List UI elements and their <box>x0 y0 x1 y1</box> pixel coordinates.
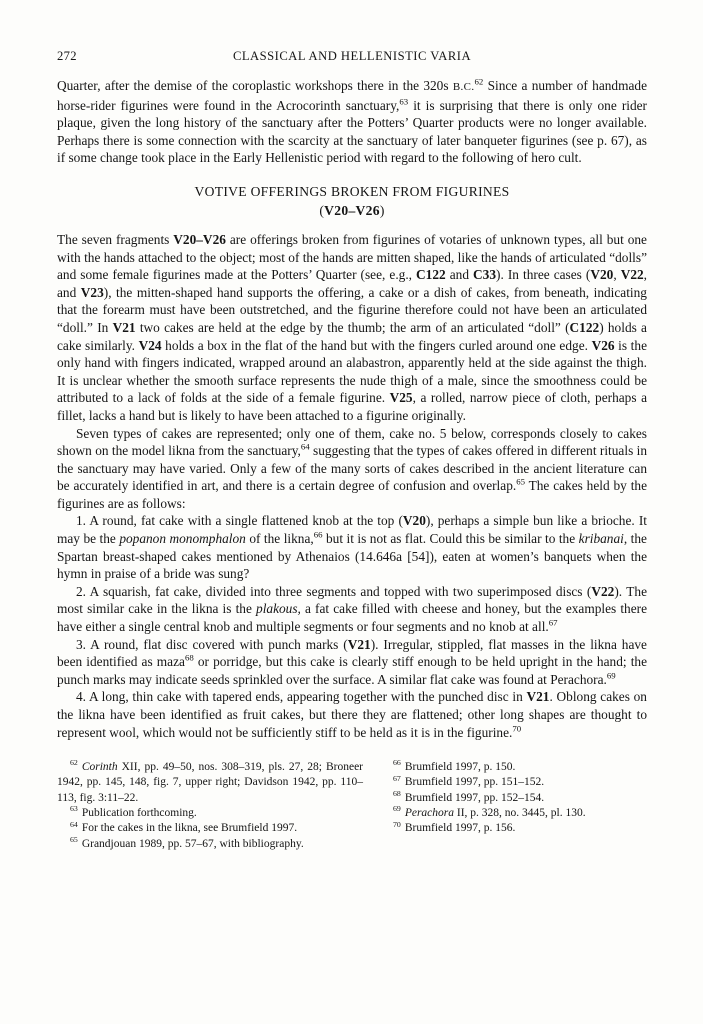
footnote-63 <box>57 806 363 821</box>
footnote-66 <box>380 760 647 775</box>
footnote-number: 70 <box>393 819 401 829</box>
section-heading-range: (V20–V26) <box>319 202 385 218</box>
footnote-69 <box>380 806 647 821</box>
footnote-text: Brumfield 1997, p. 150. <box>404 761 516 774</box>
paragraph-continuation: Quarter, after the demise of the coroplastic workshops there in the 320s B.C.$^{62}$ Since a number of handmade horse-rider figurines were found in the Acrocorinth sanctuary,$^{63}$ it is surprising that there is only one rider plaque, given the long history of the sanctuary after the Potters’ Quarter products were no longer available. Perhaps there is some connection with the scarcity at the sanctuary of later banqueter figurines (see p. 67), as if some change took place in the Early Hellenistic period with regard to the following of hero cult. <box>57 76 648 166</box>
footnote-text: Publication forthcoming. <box>81 807 197 820</box>
paragraph-cake-type-2: 2. A squarish, fat cake, divided into three segments and topped with two superimposed discs (V22). The most similar cake in the likna is the plakous, a fat cake filled with cheese and honey, but the examples there have either a single central knob and multiple segments or four segments and no knob at all.$^{67}$ <box>57 583 647 635</box>
footnote-67 <box>380 775 647 790</box>
running-title: CLASSICAL AND HELLENISTIC VARIA <box>232 49 472 63</box>
footnotes-right-column <box>380 760 647 852</box>
footnotes-section <box>57 760 647 852</box>
page-header <box>57 49 647 66</box>
section-heading <box>57 182 647 220</box>
section-heading-title: VOTIVE OFFERINGS BROKEN FROM FIGURINES <box>194 183 510 199</box>
page-number: 272 <box>57 49 77 63</box>
footnote-number: 66 <box>393 758 401 768</box>
footnote-text: Corinth XII, pp. 49–50, nos. 308–319, pls. 27, 28; Broneer 1942, pp. 145, 148, fig. 7, upper right; Davidson 1942, pp. 110–113, fig. 3:11–22. <box>57 761 363 804</box>
footnote-70 <box>380 821 647 836</box>
page-body <box>57 77 647 741</box>
paragraph-cake-type-4: 4. A long, thin cake with tapered ends, appearing together with the punched disc in V21. Oblong cakes on the likna have been identified as fruit cakes, but there they are flattened; other long shapes are thought to represent wool, which would not be sufficiently stiff to be held as it is in the figurine.$^{70}$ <box>57 689 647 740</box>
footnote-text: For the cakes in the likna, see Brumfield 1997. <box>81 822 298 835</box>
footnote-number: 62 <box>70 758 78 768</box>
paragraph-cake-type-3: 3. A round, flat disc covered with punch marks (V21). Irregular, stippled, flat masses in the likna have been identified as maza$^{68}$ or porridge, but this cake is clearly stiff enough to be held upright in the hand; the punch marks may indicate seeds sprinkled over the surface. A similar flat cake was found at Perachora.$^{69}$ <box>57 636 647 687</box>
footnote-text: Grandjouan 1989, pp. 57–67, with bibliography. <box>81 837 304 850</box>
footnotes-left-column <box>57 760 363 852</box>
footnote-text: Brumfield 1997, pp. 151–152. <box>404 776 545 789</box>
footnote-number: 65 <box>70 834 78 844</box>
footnote-68 <box>380 788 647 806</box>
footnote-number: 64 <box>70 819 78 829</box>
footnote-64 <box>57 821 363 836</box>
paragraph-fragments-overview: The seven fragments V20–V26 are offerings broken from figurines of votaries of unknown types, all but one with the hands attached to the object; most of the hands are mitten shaped, like the hands of articulated “dolls” and some female figurines made at the Potters’ Quarter (see, e.g., C122 and C33). In three cases (V20, V22, and V23), the mitten-shaped hand supports the offering, a cake or a dish of cakes, from beneath, indicating that the forearm must have been outstretched, and the figurine therefore could not have been an articulated “doll.” In V21 two cakes are held at the edge by the thumb; the arm of an articulated “doll” (C122) holds a cake similarly. V24 holds a box in the flat of the hand but with the fingers curled around one edge. V26 is the only hand with fingers indicated, wrapped around an alabastron, apparently held at the side against the thigh. It is unclear whether the smooth surface represents the nude thigh of a male, since the smoothness could be attributed to a lack of folds at the side of a female figurine. V25, a rolled, narrow piece of cloth, perhaps a fillet, lacks a hand but is likely to have been attached to a figurine originally. <box>57 231 648 423</box>
footnote-number: 68 <box>393 788 401 798</box>
footnote-text: Brumfield 1997, p. 156. <box>404 822 516 835</box>
footnote-number: 67 <box>393 773 401 783</box>
footnote-number: 69 <box>393 804 401 814</box>
footnote-65 <box>57 834 363 852</box>
paragraph-cake-type-1: 1. A round, fat cake with a single flattened knob at the top (V20), perhaps a simple bun like a brioche. It may be the popanon monomphalon of the likna,$^{66}$ but it is not as flat. Could this be similar to the kribanai, the Spartan breast-shaped cakes mentioned by Athenaios (14.646a [54]), eaten at women’s banquets when the hymn in praise of a bride was sung? <box>57 513 647 582</box>
footnote-text: Perachora II, p. 328, no. 3445, pl. 130. <box>404 807 586 820</box>
footnote-number: 63 <box>70 804 78 814</box>
footnote-text: Brumfield 1997, pp. 152–154. <box>404 791 545 804</box>
footnote-62 <box>57 760 363 806</box>
paragraph-cake-types-intro: Seven types of cakes are represented; only one of them, cake no. 5 below, corresponds closely to cakes shown on the model likna from the sanctuary,$^{64}$ suggesting that the types of cakes offered in different rituals in the sanctuary may have varied. Only a few of the many sorts of cakes described in the ancient literature can be accurately identified in art, and there is a certain degree of confusion and overlap.$^{65}$ The cakes held by the figurines are as follows: <box>57 425 648 511</box>
